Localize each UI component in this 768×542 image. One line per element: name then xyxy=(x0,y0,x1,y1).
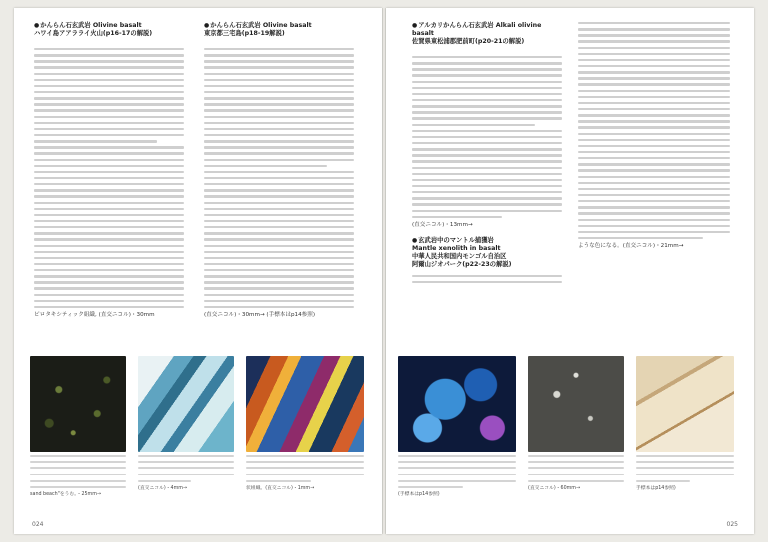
caption-photo-3: 状組織。(直交ニコル)・1mm→ xyxy=(246,455,364,492)
caption-photo-6: 手標本はp14参照) xyxy=(636,455,734,492)
article-olivine-basalt-hawaii xyxy=(34,22,184,319)
page-number-left: 024 xyxy=(32,521,44,528)
article-continued xyxy=(578,22,730,250)
article-body-text-continued xyxy=(578,22,730,239)
article-tail-text: (直交ニコル)・13mm→ xyxy=(412,221,473,228)
photo-hawaii-sand-basalt xyxy=(30,356,126,452)
article-heading: ●アルカリかんらん石玄武岩 Alkali olivine basalt 佐賀県東松浦郡肥前町(p20-21の解説) xyxy=(412,22,542,45)
article-tail-text: (直交ニコル)・30mm→ (手標本はp14参照) xyxy=(204,312,316,319)
article-tail-text: ピロタキシティック組織, (直交ニコル)・30mm xyxy=(34,312,155,319)
article-heading-mantle-xenolith: ●玄武岩中のマントル捕獲岩 Mantle xenolith in basalt 中華人民共和国内モンゴル自治区 阿爾山ジオパーク(p22-23の解説) xyxy=(412,236,512,268)
article-alkali-olivine-basalt xyxy=(412,22,562,287)
photo-thin-section-olivine-crystals xyxy=(138,356,234,452)
article-olivine-basalt-miyakejima xyxy=(204,22,354,319)
photo-alkali-basalt-hand-specimen xyxy=(528,356,624,452)
caption-photo-4: (手標本はp14参照) xyxy=(398,455,516,498)
article-body-text xyxy=(34,48,184,308)
photo-thin-section-colorful-crystals xyxy=(246,356,364,452)
caption-photo-1: sand beach"をうむ。・25mm→ xyxy=(30,455,126,498)
caption-photo-2: (直交ニコル)・4mm→ xyxy=(138,455,234,492)
article-heading: ●かんらん石玄武岩 Olivine basalt ハワイ島アアラライ火山(p16-17の解説) xyxy=(34,22,153,37)
photo-needle-crystals-thin-section xyxy=(636,356,734,452)
page-number-right: 025 xyxy=(726,521,738,528)
right-page xyxy=(386,8,754,534)
photo-mantle-xenolith-thin-section xyxy=(398,356,516,452)
article-body-text-mantle xyxy=(412,275,562,284)
article-tail-text: ような色になる。(直交ニコル)・21mm→ xyxy=(578,243,684,250)
left-page xyxy=(14,8,382,534)
article-body-text xyxy=(204,48,354,308)
article-heading: ●かんらん石玄武岩 Olivine basalt 東京都三宅島(p18-19解説) xyxy=(204,22,312,37)
caption-photo-5: (直交ニコル)・60mm→ xyxy=(528,455,624,492)
article-body-text xyxy=(412,56,562,218)
